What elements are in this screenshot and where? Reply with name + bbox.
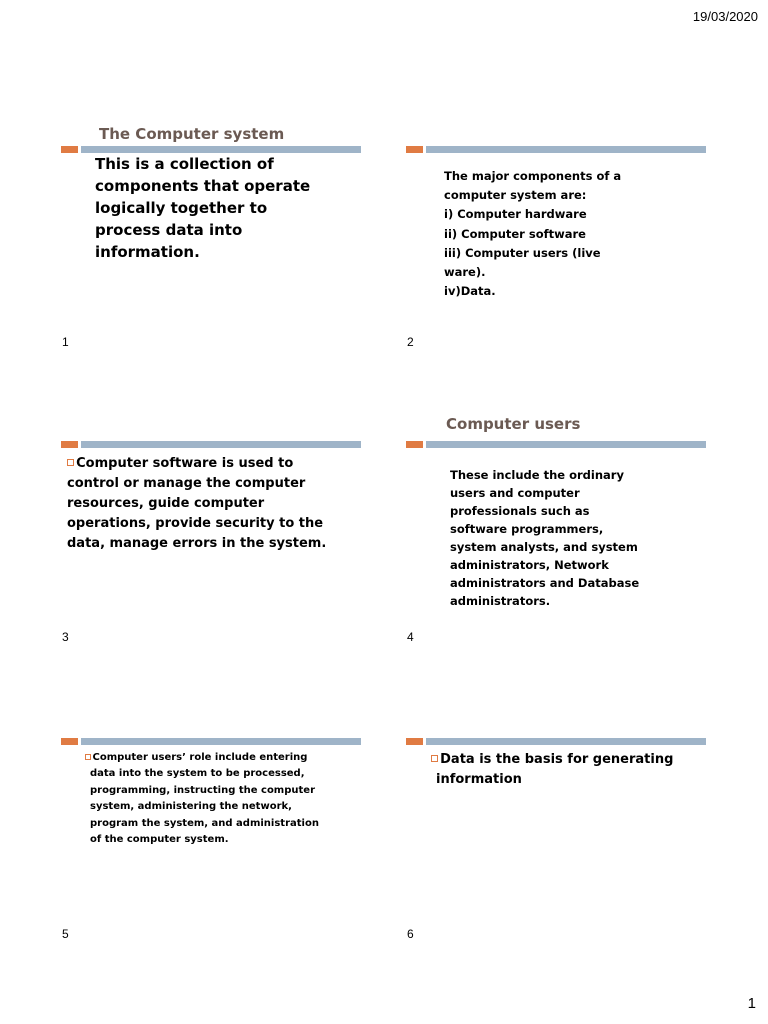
divider-line xyxy=(426,441,706,448)
divider-accent xyxy=(406,738,423,745)
slide-body xyxy=(85,750,319,848)
body-line: components that operate xyxy=(95,177,311,195)
slide-title: The Computer system xyxy=(99,125,285,143)
body-line: This is a collection of xyxy=(95,155,274,173)
body-line: data into the system to be processed, xyxy=(90,768,305,780)
slide-divider xyxy=(406,146,706,153)
divider-line xyxy=(81,738,361,745)
body-line: administrators, Network xyxy=(450,558,609,572)
divider-accent xyxy=(61,738,78,745)
slide-body xyxy=(450,466,639,610)
divider-line xyxy=(426,146,706,153)
slide-body xyxy=(444,167,621,301)
slide-divider xyxy=(406,441,706,448)
slide-divider xyxy=(406,738,706,745)
body-line: control or manage the computer xyxy=(67,476,306,491)
slide-2 xyxy=(406,0,708,349)
slide-divider xyxy=(61,146,361,153)
slide-5 xyxy=(61,592,363,941)
square-bullet-icon xyxy=(431,755,438,762)
slide-number: 6 xyxy=(407,927,414,941)
slide-3 xyxy=(61,295,363,644)
slide-body xyxy=(431,750,673,790)
slide-number: 4 xyxy=(407,630,414,644)
square-bullet-icon xyxy=(67,459,74,466)
body-line: administrators. xyxy=(450,594,551,608)
divider-line xyxy=(81,146,361,153)
body-line: software programmers, xyxy=(450,522,604,536)
body-line-text: Computer users’ role include entering xyxy=(92,752,308,763)
body-line xyxy=(431,750,673,770)
divider-line xyxy=(426,738,706,745)
body-line: system analysts, and system xyxy=(450,540,638,554)
divider-accent xyxy=(406,441,423,448)
slide-number: 5 xyxy=(62,927,69,941)
slide-4 xyxy=(406,295,708,644)
slide-title: Computer users xyxy=(446,415,581,433)
body-line: data, manage errors in the system. xyxy=(67,536,327,551)
slide-divider xyxy=(61,441,361,448)
slide-divider xyxy=(61,738,361,745)
slide-1 xyxy=(61,0,363,349)
body-line-text: Computer software is used to xyxy=(76,456,294,471)
slide-body xyxy=(95,153,310,263)
body-line: These include the ordinary xyxy=(450,468,624,482)
divider-accent xyxy=(406,146,423,153)
slide-body xyxy=(67,454,326,554)
body-line: ii) Computer software xyxy=(444,226,586,241)
body-line: computer system are: xyxy=(444,188,587,203)
body-line: information xyxy=(436,772,522,787)
slide-number: 1 xyxy=(62,335,69,349)
slide-number: 3 xyxy=(62,630,69,644)
body-line: logically together to xyxy=(95,199,268,217)
body-line: of the computer system. xyxy=(90,834,229,846)
body-line: operations, provide security to the xyxy=(67,516,324,531)
body-line: administrators and Database xyxy=(450,576,640,590)
body-line: iii) Computer users (live xyxy=(444,245,601,260)
body-line: professionals such as xyxy=(450,504,590,518)
slide-number: 2 xyxy=(407,335,414,349)
body-line: program the system, and administration xyxy=(90,817,319,829)
body-line: programming, instructing the computer xyxy=(90,784,315,796)
body-line: information. xyxy=(95,243,200,261)
body-line xyxy=(67,454,326,474)
header-date: 19/03/2020 xyxy=(692,9,758,24)
body-line: resources, guide computer xyxy=(67,496,265,511)
divider-line xyxy=(81,441,361,448)
body-line: system, administering the network, xyxy=(90,801,292,813)
body-line xyxy=(85,750,319,766)
body-line: users and computer xyxy=(450,486,580,500)
page-number: 1 xyxy=(747,995,756,1012)
body-line: The major components of a xyxy=(444,169,622,183)
body-line: ware). xyxy=(444,265,486,280)
body-line: process data into xyxy=(95,221,243,239)
body-line: i) Computer hardware xyxy=(444,207,587,222)
body-line-text: Data is the basis for generating xyxy=(440,752,674,767)
divider-accent xyxy=(61,441,78,448)
slide-6 xyxy=(406,592,708,941)
square-bullet-icon xyxy=(85,754,91,760)
divider-accent xyxy=(61,146,78,153)
body-line: iv)Data. xyxy=(444,284,496,299)
